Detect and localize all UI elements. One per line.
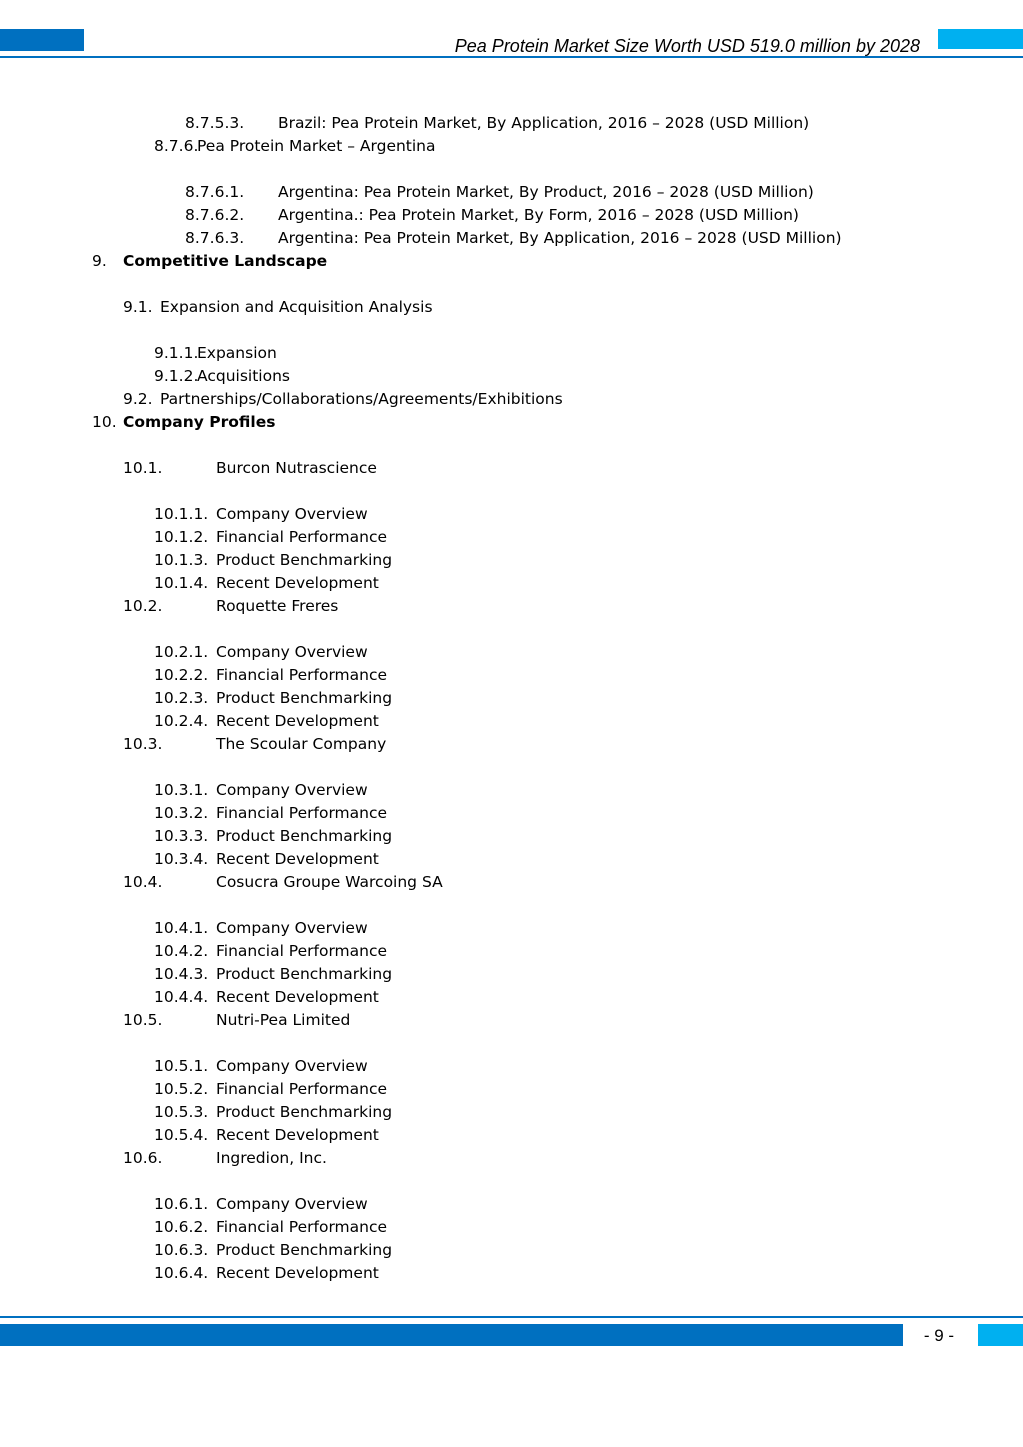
toc-entry-text: Argentina: Pea Protein Market, By Product, 2016 – 2028 (USD Million) [278, 183, 814, 201]
toc-spacer [0, 319, 1023, 342]
toc-entry [0, 871, 1023, 894]
toc-entry-number: 10.4.4. [154, 988, 209, 1006]
toc-entry-text: Burcon Nutrascience [216, 459, 377, 477]
toc-entry-number: 10.2.4. [154, 712, 209, 730]
toc-entry-number: 10.6. [123, 1149, 163, 1167]
toc-entry [0, 917, 1023, 940]
toc-entry-number: 10.1.2. [154, 528, 209, 546]
toc-entry-number: 10.6.2. [154, 1218, 209, 1236]
toc-entry-text: Partnerships/Collaborations/Agreements/Exhibitions [160, 390, 563, 408]
toc-entry-text: Roquette Freres [216, 597, 339, 615]
toc-entry [0, 250, 1023, 273]
toc-entry-number: 10.5.2. [154, 1080, 209, 1098]
toc-spacer [0, 894, 1023, 917]
toc-entry-text: Financial Performance [216, 804, 388, 822]
toc-entry-text: Pea Protein Market – Argentina [197, 137, 436, 155]
toc-entry-number: 10.1.3. [154, 551, 209, 569]
toc-entry [0, 825, 1023, 848]
toc-spacer [0, 273, 1023, 296]
toc-entry [0, 388, 1023, 411]
toc-entry-number: 10.5.3. [154, 1103, 209, 1121]
toc-entry-number: 8.7.5.3. [185, 114, 245, 132]
toc-entry-number: 10.5.1. [154, 1057, 209, 1075]
toc-entry-number: 9.1.2. [154, 367, 199, 385]
toc-entry-number: 10.2. [123, 597, 163, 615]
toc-entry-number: 10.3. [123, 735, 163, 753]
toc-entry [0, 802, 1023, 825]
toc-entry [0, 1239, 1023, 1262]
toc-entry-text: Company Overview [216, 1057, 368, 1075]
toc-entry-number: 10.4.1. [154, 919, 209, 937]
toc-entry-text: Financial Performance [216, 666, 388, 684]
toc-entry [0, 549, 1023, 572]
toc-entry-text: Recent Development [216, 850, 379, 868]
toc-spacer [0, 434, 1023, 457]
toc-entry-number: 9.2. [123, 390, 153, 408]
toc-entry [0, 342, 1023, 365]
toc-entry [0, 733, 1023, 756]
toc-entry-text: Argentina: Pea Protein Market, By Application, 2016 – 2028 (USD Million) [278, 229, 842, 247]
toc-entry-text: Expansion [197, 344, 277, 362]
toc-entry-text: Product Benchmarking [216, 551, 393, 569]
toc-entry-text: Recent Development [216, 574, 379, 592]
toc-entry-text: Company Overview [216, 919, 368, 937]
toc-entry [0, 940, 1023, 963]
toc-entry-text: Brazil: Pea Protein Market, By Application, 2016 – 2028 (USD Million) [278, 114, 810, 132]
toc-entry-number: 10.3.3. [154, 827, 209, 845]
toc-entry-number: 10.6.4. [154, 1264, 209, 1282]
toc-spacer [0, 756, 1023, 779]
toc-entry-text: The Scoular Company [216, 735, 387, 753]
toc-entry-text: Cosucra Groupe Warcoing SA [216, 873, 443, 891]
header-accent-right [938, 29, 1023, 49]
footer-bar [0, 1324, 903, 1346]
toc-entry [0, 848, 1023, 871]
toc-entry-number: 10.2.1. [154, 643, 209, 661]
toc-entry-text: Product Benchmarking [216, 827, 393, 845]
toc-entry [0, 112, 1023, 135]
page-number: - 9 - [923, 1326, 955, 1345]
toc-entry [0, 1124, 1023, 1147]
toc-entry-text: Recent Development [216, 712, 379, 730]
toc-entry [0, 227, 1023, 250]
toc-entry-number: 8.7.6.1. [185, 183, 245, 201]
toc-entry [0, 296, 1023, 319]
toc-entry [0, 687, 1023, 710]
page-header-title: Pea Protein Market Size Worth USD 519.0 million by 2028 [454, 36, 920, 56]
toc-entry-text: Company Overview [216, 505, 368, 523]
toc-spacer [0, 618, 1023, 641]
toc-entry-number: 10.1.4. [154, 574, 209, 592]
toc-entry [0, 1147, 1023, 1170]
toc-entry [0, 1055, 1023, 1078]
footer-accent-right [978, 1324, 1023, 1346]
toc-entry-text: Recent Development [216, 1264, 379, 1282]
toc-entry-number: 10.6.1. [154, 1195, 209, 1213]
toc-entry-number: 10.1. [123, 459, 163, 477]
toc-entry-text: Argentina.: Pea Protein Market, By Form, 2016 – 2028 (USD Million) [278, 206, 799, 224]
toc-entry-number: 9.1.1. [154, 344, 199, 362]
toc-entry-number: 10.3.2. [154, 804, 209, 822]
toc-spacer [0, 480, 1023, 503]
toc-entry-number: 10.2.3. [154, 689, 209, 707]
toc-entry-number: 10.5. [123, 1011, 163, 1029]
toc-entry-number: 8.7.6.3. [185, 229, 245, 247]
toc-spacer [0, 158, 1023, 181]
toc-entry [0, 986, 1023, 1009]
toc-entry-text: Expansion and Acquisition Analysis [160, 298, 433, 316]
toc-spacer [0, 1170, 1023, 1193]
toc-entry [0, 503, 1023, 526]
toc-entry-text: Financial Performance [216, 942, 388, 960]
toc-entry-text: Company Overview [216, 781, 368, 799]
toc-entry-number: 10.4. [123, 873, 163, 891]
toc-entry-text: Company Overview [216, 1195, 368, 1213]
toc-entry-number: 10. [92, 413, 117, 431]
toc-entry-number: 8.7.6.2. [185, 206, 245, 224]
toc-entry [0, 1009, 1023, 1032]
toc-entry [0, 204, 1023, 227]
toc-entry-text: Nutri-Pea Limited [216, 1011, 351, 1029]
toc-entry-text: Financial Performance [216, 528, 388, 546]
toc-entry-text: Recent Development [216, 1126, 379, 1144]
toc-entry-text: Company Overview [216, 643, 368, 661]
toc-entry-number: 9.1. [123, 298, 153, 316]
toc-entry [0, 572, 1023, 595]
toc-entry-number: 10.5.4. [154, 1126, 209, 1144]
toc-entry [0, 365, 1023, 388]
toc-entry [0, 963, 1023, 986]
toc-entry [0, 664, 1023, 687]
toc-entry-number: 10.4.3. [154, 965, 209, 983]
header-accent-left [0, 29, 84, 51]
toc-entry [0, 181, 1023, 204]
toc-entry [0, 457, 1023, 480]
toc-entry-text: Financial Performance [216, 1218, 388, 1236]
toc-entry [0, 1216, 1023, 1239]
toc-entry-number: 8.7.6. [154, 137, 199, 155]
header-rule [0, 56, 1023, 58]
toc-entry-number: 10.1.1. [154, 505, 209, 523]
toc-entry [0, 710, 1023, 733]
toc-entry-text: Competitive Landscape [123, 252, 328, 270]
table-of-contents [0, 112, 1023, 1285]
toc-entry [0, 135, 1023, 158]
toc-entry-text: Company Profiles [123, 413, 276, 431]
toc-entry-text: Product Benchmarking [216, 689, 393, 707]
toc-entry [0, 641, 1023, 664]
toc-entry [0, 1193, 1023, 1216]
toc-entry-number: 10.4.2. [154, 942, 209, 960]
toc-entry-number: 10.3.1. [154, 781, 209, 799]
toc-entry-number: 10.2.2. [154, 666, 209, 684]
toc-entry [0, 526, 1023, 549]
footer-rule [0, 1316, 1023, 1318]
toc-entry-number: 10.6.3. [154, 1241, 209, 1259]
toc-spacer [0, 1032, 1023, 1055]
toc-entry [0, 779, 1023, 802]
toc-entry-text: Ingredion, Inc. [216, 1149, 327, 1167]
toc-entry-text: Financial Performance [216, 1080, 388, 1098]
toc-entry-text: Recent Development [216, 988, 379, 1006]
toc-entry [0, 1101, 1023, 1124]
toc-entry [0, 1078, 1023, 1101]
toc-entry [0, 595, 1023, 618]
toc-entry-text: Product Benchmarking [216, 965, 393, 983]
toc-entry-text: Product Benchmarking [216, 1103, 393, 1121]
toc-entry [0, 1262, 1023, 1285]
toc-entry-number: 10.3.4. [154, 850, 209, 868]
toc-entry-text: Product Benchmarking [216, 1241, 393, 1259]
toc-entry-text: Acquisitions [197, 367, 290, 385]
toc-entry-number: 9. [92, 252, 107, 270]
toc-entry [0, 411, 1023, 434]
